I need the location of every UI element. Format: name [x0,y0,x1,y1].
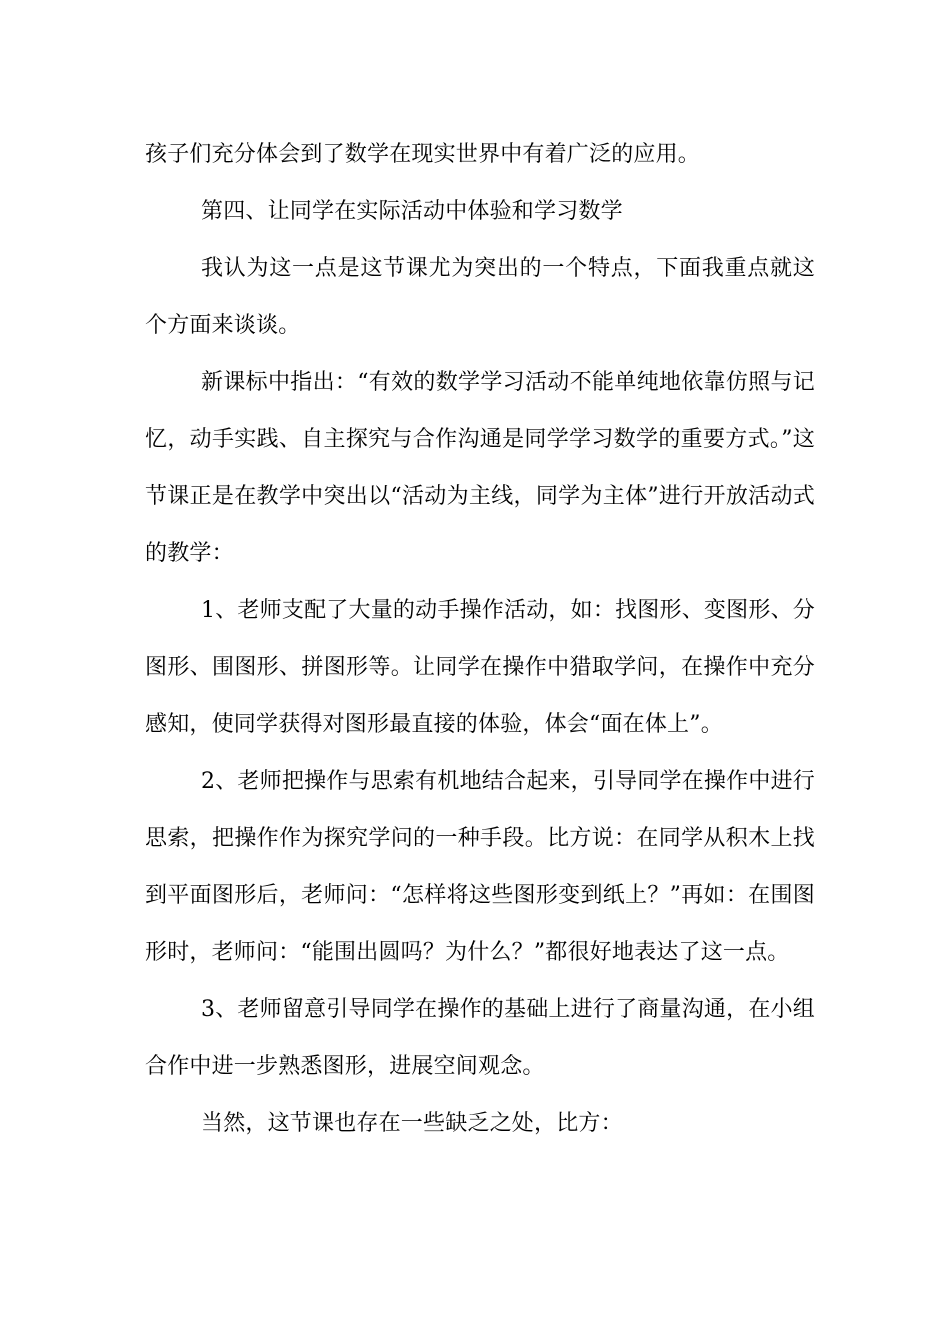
document-body [145,126,815,1152]
paragraph-7: 3、老师留意引导同学在操作的基础上进行了商量沟通，在小组合作中进一步熟悉图形，进展空间观念。 [145,997,815,1079]
paragraph-3: 我认为这一点是这节课尤为突出的一个特点，下面我重点就这个方面来谈谈。 [145,256,815,338]
paragraph-6: 2、老师把操作与思索有机地结合起来，引导同学在操作中进行思索，把操作作为探究学问的一种手段。比方说：在同学从积木上找到平面图形后，老师问：“怎样将这些图形变到纸上？”再如：在围图形时，老师问：“能围出圆吗？为什么？”都很好地表达了这一点。 [145,769,815,965]
paragraph-2-heading: 第四、让同学在实际活动中体验和学习数学 [201,199,623,224]
paragraph-8: 当然，这节课也存在一些缺乏之处，比方： [201,1111,623,1136]
paragraph-4: 新课标中指出：“有效的数学学习活动不能单纯地依靠仿照与记忆，动手实践、自主探究与合作沟通是同学学习数学的重要方式。”这节课正是在教学中突出以“活动为主线，同学为主体”进行开放活动式的教学： [145,370,815,566]
paragraph-1: 孩子们充分体会到了数学在现实世界中有着广泛的应用。 [145,142,701,167]
paragraph-5: 1、老师支配了大量的动手操作活动，如：找图形、变图形、分图形、围图形、拼图形等。让同学在操作中猎取学问，在操作中充分感知，使同学获得对图形最直接的体验，体会“面在体上”。 [145,598,815,737]
